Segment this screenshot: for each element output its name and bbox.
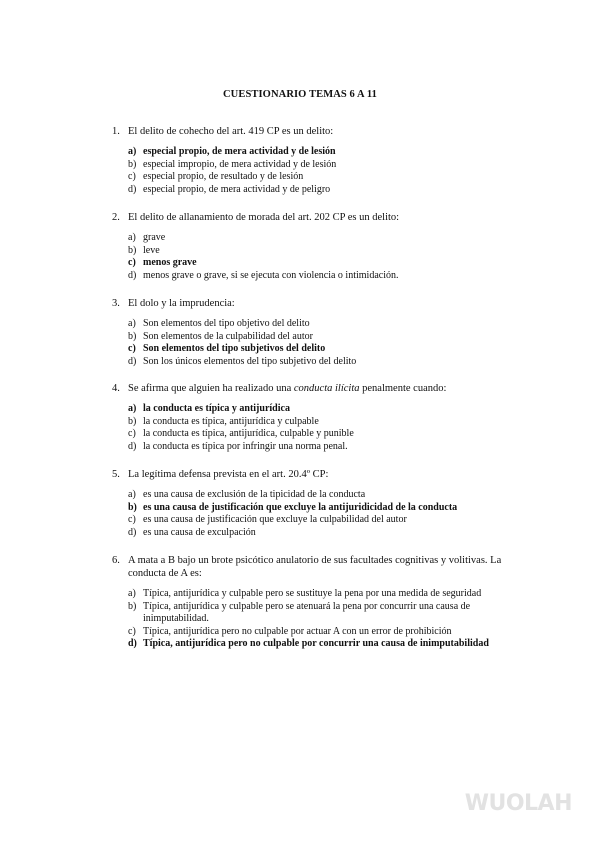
- question-6: [112, 554, 532, 651]
- question-text-part: penalmente cuando:: [359, 383, 447, 394]
- question-text-italic: conducta ilícita: [293, 383, 360, 394]
- option-a: [128, 588, 532, 601]
- option-letter: d): [128, 269, 137, 281]
- option-c: [128, 343, 532, 356]
- option-b: [128, 245, 532, 258]
- option-b: [128, 601, 532, 626]
- question-number: 3.: [112, 298, 120, 309]
- option-letter: b): [128, 501, 137, 513]
- question-5: [112, 468, 532, 539]
- option-d: [128, 270, 532, 283]
- option-letter: c): [128, 257, 136, 268]
- option-a: [128, 403, 532, 416]
- option-text: Son elementos del tipo subjetivos del delito: [143, 343, 326, 354]
- option-letter: b): [128, 600, 137, 612]
- page-title: CUESTIONARIO TEMAS 6 A 11: [222, 89, 377, 100]
- option-b: [128, 502, 532, 515]
- option-d: [128, 184, 532, 197]
- option-d: [128, 527, 532, 540]
- question-text-part: Se afirma que alguien ha realizado una: [128, 383, 294, 394]
- question-3: [112, 297, 532, 368]
- question-text: El delito de allanamiento de morada del art. 202 CP es un delito:: [128, 212, 400, 223]
- option-a: [128, 318, 532, 331]
- option-c: [128, 514, 532, 527]
- option-b: [128, 331, 532, 344]
- option-text: la conducta es típica por infringir una norma penal.: [143, 440, 348, 452]
- option-letter: a): [128, 489, 136, 500]
- option-letter: c): [128, 625, 136, 637]
- option-letter: a): [128, 588, 136, 599]
- option-letter: a): [128, 403, 137, 414]
- question-text: A mata a B bajo un brote psicótico anulatorio de sus facultades cognitivas y volitivas. La conducta de A es:: [128, 555, 502, 579]
- option-b: [128, 159, 532, 172]
- option-text: menos grave: [143, 257, 197, 268]
- option-text: grave: [143, 232, 166, 243]
- option-letter: d): [128, 526, 137, 538]
- options-list: [112, 489, 532, 539]
- option-text: especial propio, de mera actividad y de lesión: [143, 146, 336, 157]
- option-text: Son los únicos elementos del tipo subjetivo del delito: [143, 355, 357, 367]
- option-letter: c): [128, 428, 136, 439]
- options-list: [112, 403, 532, 453]
- option-d: [128, 441, 532, 454]
- question-2: [112, 211, 532, 282]
- option-text: Son elementos de la culpabilidad del autor: [143, 330, 313, 342]
- question-number: 5.: [112, 469, 120, 480]
- option-text: es una causa de exculpación: [143, 526, 256, 538]
- option-c: [128, 428, 532, 441]
- option-text: Típica, antijurídica y culpable pero se sustituye la pena por una medida de seguridad: [143, 588, 482, 599]
- options-list: [112, 146, 532, 196]
- option-text: es una causa de justificación que excluye la antijuridicidad de la conducta: [143, 501, 458, 513]
- option-letter: a): [128, 146, 137, 157]
- question-number: 1.: [112, 126, 120, 137]
- option-text: Típica, antijurídica y culpable pero se atenuará la pena por concurrir una causa de inimputabilidad.: [143, 600, 471, 624]
- option-b: [128, 416, 532, 429]
- option-text: la conducta es típica, antijurídica, culpable y punible: [143, 428, 354, 439]
- question-number: 6.: [112, 555, 120, 566]
- question-text: El dolo y la imprudencia:: [128, 298, 235, 309]
- question-text: El delito de cohecho del art. 419 CP es un delito:: [128, 126, 334, 137]
- option-letter: b): [128, 244, 137, 256]
- question-4: [112, 382, 532, 453]
- option-text: especial propio, de mera actividad y de peligro: [143, 183, 331, 195]
- options-list: [112, 232, 532, 282]
- option-letter: b): [128, 330, 137, 342]
- option-text: especial propio, de resultado y de lesión: [143, 171, 304, 182]
- option-text: la conducta es típica, antijurídica y culpable: [143, 415, 319, 427]
- option-d: [128, 638, 532, 651]
- option-text: es una causa de exclusión de la tipicidad de la conducta: [143, 489, 366, 500]
- option-a: [128, 232, 532, 245]
- question-text: La legítima defensa prevista en el art. 20.4º CP:: [128, 469, 329, 480]
- option-text: Típica, antijurídica pero no culpable por actuar A con un error de prohibición: [143, 625, 452, 637]
- option-text: la conducta es típica y antijurídica: [143, 403, 290, 414]
- option-letter: d): [128, 638, 137, 649]
- option-letter: d): [128, 183, 137, 195]
- option-letter: c): [128, 514, 136, 525]
- option-letter: b): [128, 158, 137, 170]
- option-c: [128, 626, 532, 639]
- option-a: [128, 489, 532, 502]
- option-c: [128, 171, 532, 184]
- option-c: [128, 257, 532, 270]
- option-letter: c): [128, 171, 136, 182]
- option-text: es una causa de justificación que excluye la culpabilidad del autor: [143, 514, 407, 525]
- option-text: menos grave o grave, si se ejecuta con violencia o intimidación.: [143, 269, 399, 281]
- option-letter: d): [128, 355, 137, 367]
- watermark-logo: WUOLAH: [464, 791, 572, 816]
- question-number: 4.: [112, 383, 120, 394]
- option-letter: d): [128, 440, 137, 452]
- option-a: [128, 146, 532, 159]
- option-letter: a): [128, 232, 136, 243]
- option-letter: b): [128, 415, 137, 427]
- option-d: [128, 356, 532, 369]
- option-text: especial impropio, de mera actividad y de lesión: [143, 158, 337, 170]
- option-text: Son elementos del tipo objetivo del delito: [143, 318, 310, 329]
- question-1: [112, 125, 532, 196]
- option-text: leve: [143, 244, 160, 256]
- question-text: [128, 382, 532, 395]
- option-letter: c): [128, 343, 136, 354]
- option-text: Típica, antijurídica pero no culpable por concurrir una causa de inimputabilidad: [143, 638, 489, 649]
- option-letter: a): [128, 318, 136, 329]
- options-list: [112, 318, 532, 368]
- question-number: 2.: [112, 212, 120, 223]
- options-list: [112, 588, 532, 651]
